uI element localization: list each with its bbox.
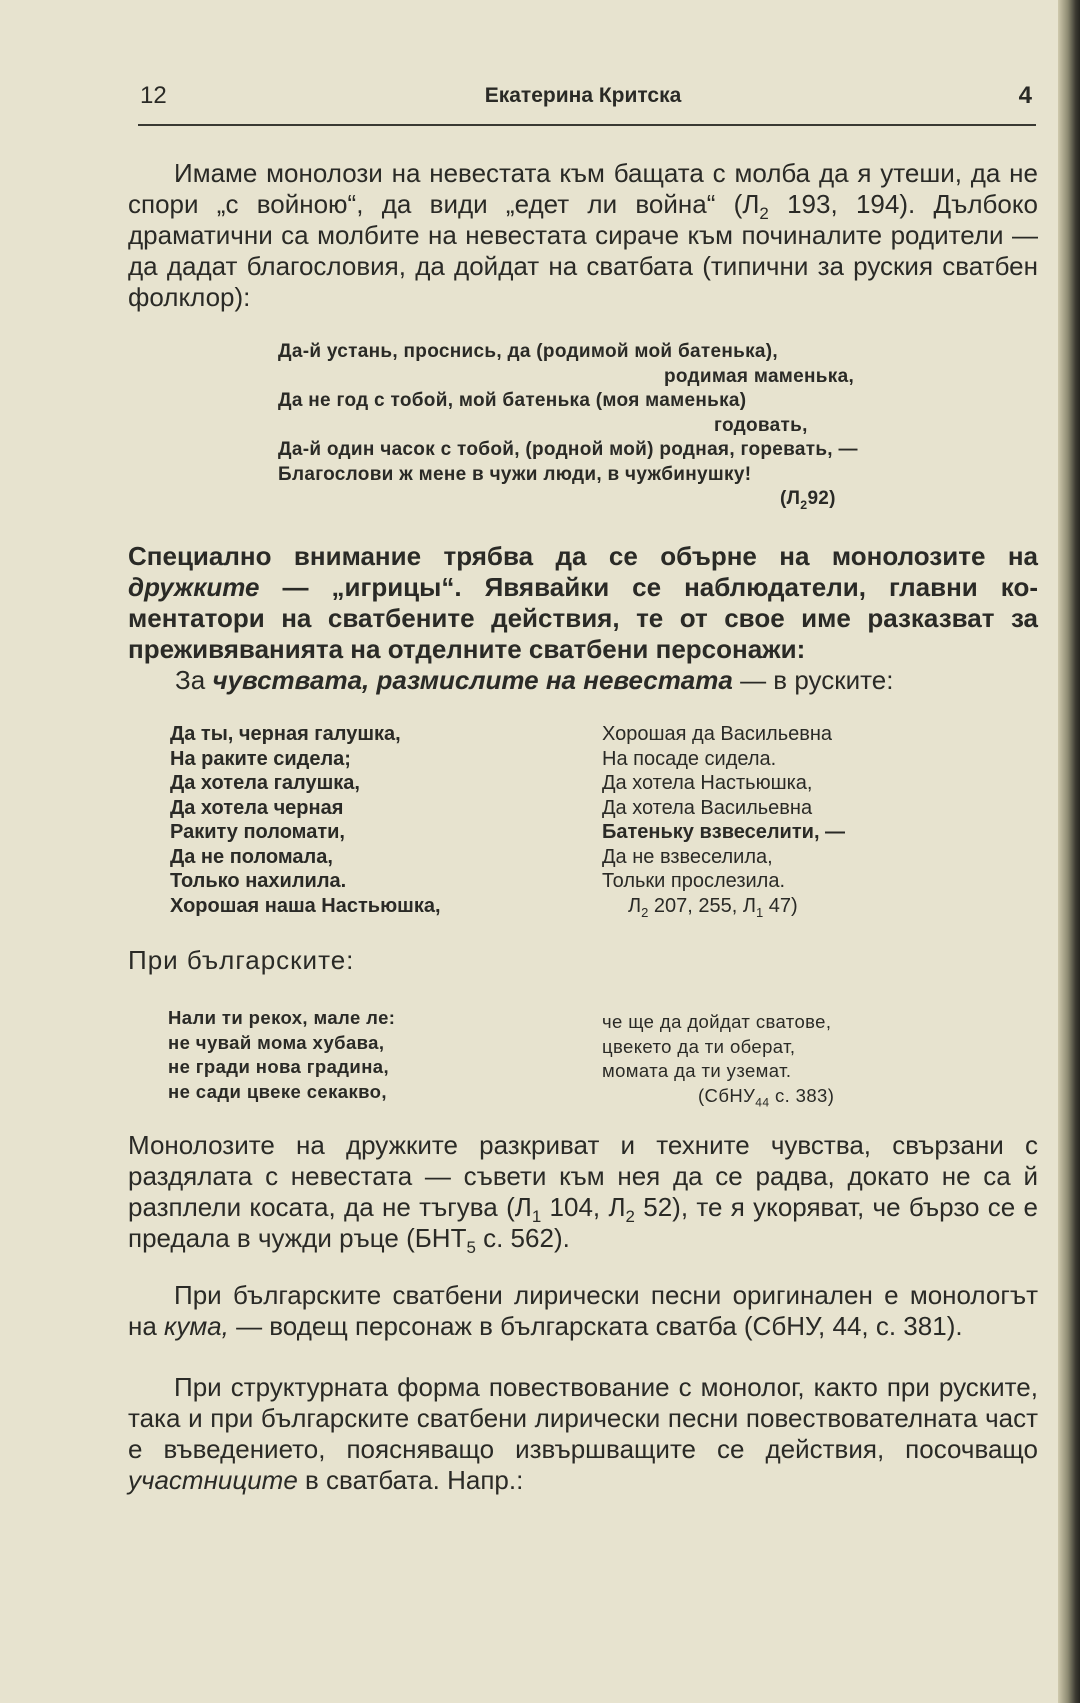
poem-line: Да хотела Васильевна bbox=[602, 796, 813, 819]
page-number: 12 bbox=[140, 82, 167, 109]
poem-line: Да не поломала, bbox=[170, 845, 333, 868]
poem-source-sub: 44 bbox=[755, 1095, 770, 1110]
poem-line: Да ты, черная галушка, bbox=[170, 723, 401, 745]
poem-russian-2-left bbox=[170, 722, 441, 918]
paragraph-4: При българските: bbox=[128, 945, 355, 975]
paragraph-2-italic: дружките bbox=[128, 572, 260, 602]
poem-line: че ще да дойдат сватове, bbox=[602, 1011, 832, 1032]
paragraph-7 bbox=[128, 1372, 1038, 1496]
poem-line: цвекето да ти оберат, bbox=[602, 1035, 796, 1057]
poem-line: не чувай мома хубава, bbox=[168, 1031, 385, 1053]
running-header bbox=[128, 78, 1038, 114]
paragraph-3-text-a: За bbox=[175, 665, 213, 695]
page-edge-shadow bbox=[1058, 0, 1080, 1703]
poem-russian-2-right bbox=[602, 722, 845, 918]
paragraph-6 bbox=[128, 1280, 1038, 1342]
poem-line: Да не год с тобой, мой батенька (моя маменька) bbox=[278, 390, 747, 411]
poem-source bbox=[278, 487, 858, 512]
poem-bulgarian-left bbox=[168, 1006, 395, 1104]
paragraph-6-italic: кума, bbox=[164, 1311, 229, 1341]
poem-source bbox=[602, 894, 845, 919]
poem-line: Батеньку взвеселити, — bbox=[602, 821, 846, 843]
poem-source-a: Л bbox=[628, 894, 642, 917]
poem-bulgarian-right bbox=[602, 1010, 834, 1108]
paragraph-5-text-b: 104, Л bbox=[541, 1192, 626, 1222]
paragraph-6-text-a: При българските сватбени лирически песни оригинален е монологът на bbox=[128, 1280, 1038, 1341]
poem-line: годовать, bbox=[714, 414, 808, 436]
signature-mark: 4 bbox=[1018, 82, 1032, 109]
poem-russian-1 bbox=[278, 340, 858, 512]
poem-line: Благослови ж мене в чужи люди, в чужбинушку! bbox=[278, 463, 752, 485]
paragraph-7-italic: участниците bbox=[128, 1465, 298, 1495]
poem-line: родимая маменька, bbox=[664, 365, 855, 387]
paragraph-2-text-a: Специално внимание трябва да се обърне на монолозите на bbox=[128, 541, 1038, 571]
header-rule bbox=[138, 124, 1036, 126]
poem-line: Ракиту поломати, bbox=[170, 821, 345, 843]
poem-line: Да хотела Настьюшка, bbox=[602, 772, 813, 794]
poem-line: Только нахилила. bbox=[170, 870, 347, 892]
poem-line: Да-й один часок с тобой, (родной мой) родная, горевать, — bbox=[278, 439, 858, 460]
poem-line: Да не взвеселила, bbox=[602, 845, 773, 868]
running-title: Екатерина Критска bbox=[484, 84, 682, 107]
poem-source-sub-a: 2 bbox=[641, 904, 649, 920]
poem-source-sub: 2 bbox=[800, 497, 808, 512]
poem-source-c: 47) bbox=[763, 894, 798, 917]
poem-line: не сади цвеке секакво, bbox=[168, 1080, 387, 1102]
paragraph-5-text-a: Монолозите на дружките разкриват и техните чувства, свързани с раздялата с невестата — съвети към нея да се радва, докато не са й разплели косата, да не тъгува (Л bbox=[128, 1130, 1038, 1222]
poem-source-b: 207, 255, Л bbox=[648, 894, 757, 917]
paragraph-5-text-c: 52), те я укоряват, че бързо се е предала в чужди ръце (БНТ bbox=[128, 1192, 1038, 1253]
paragraph-5-sub-c: 5 bbox=[466, 1238, 476, 1258]
paragraph-7-text-a: При структурната форма повествование с монолог, както при руските, така и при българските сватбени лирически песни повествователната част е въведението, поясняващо извършващите се действия, посочващо bbox=[128, 1372, 1038, 1464]
poem-line: Да хотела черная bbox=[170, 796, 344, 819]
poem-line: Да-й устань, проснись, да (родимой мой батенька), bbox=[278, 341, 778, 362]
paragraph-1-sub-a: 2 bbox=[759, 204, 769, 224]
poem-line: Хорошая да Васильевна bbox=[602, 723, 833, 745]
paragraph-7-text-b: в сватбата. Напр.: bbox=[297, 1465, 524, 1495]
paragraph-5 bbox=[128, 1130, 1038, 1258]
poem-source-b: 92) bbox=[807, 488, 836, 509]
poem-line: На раките сидела; bbox=[170, 747, 351, 770]
poem-source-a: (СбНУ bbox=[698, 1084, 756, 1106]
poem-source-b: с. 383) bbox=[769, 1084, 835, 1106]
paragraph-5-sub-a: 1 bbox=[531, 1207, 542, 1227]
poem-line: Хорошая наша Настьюшка, bbox=[170, 894, 441, 917]
poem-source-sub-b: 1 bbox=[756, 904, 764, 920]
paragraph-3-italic: чувствата, размислите на невестата bbox=[212, 665, 733, 695]
paragraph-2 bbox=[128, 541, 1038, 665]
paragraph-3 bbox=[128, 665, 1038, 696]
paragraph-3-text-b: — в руските: bbox=[732, 665, 894, 695]
poem-line: не гради нова градина, bbox=[168, 1056, 389, 1077]
paragraph-6-text-b: — водещ персонаж в българската сватба (СбНУ, 44, с. 381). bbox=[228, 1311, 963, 1341]
paragraph-5-sub-b: 2 bbox=[625, 1207, 635, 1227]
poem-line: Нали ти рекох, мале ле: bbox=[168, 1007, 396, 1028]
paragraph-1 bbox=[128, 158, 1038, 313]
paragraph-1-text-a: Имаме монолози на невестата към бащата с молба да я утеши, да не спори „с войною“, да види „едет ли война“ (Л bbox=[128, 158, 1038, 219]
poem-source-a: (Л bbox=[780, 488, 801, 509]
poem-source bbox=[602, 1084, 834, 1109]
paragraph-1-text-b: 193, 194). Дълбоко драматични са молбите на невестата сираче към починалите родители — да дадат благословия, да дойдат на сватбата (типични за руския сватбен фолклор): bbox=[128, 189, 1039, 312]
poem-line: Тольки прослезила. bbox=[602, 870, 786, 892]
paragraph-5-text-d: с. 562). bbox=[475, 1223, 570, 1253]
paragraph-2-text-b: — „игрицы“. Явявайки се наблюдатели, главни коментатори на сватбените действия, те от свое име разказват за преживяванията на отделните сватбени персонажи: bbox=[128, 572, 1038, 664]
poem-line: На посаде сидела. bbox=[602, 747, 777, 770]
poem-line: момата да ти уземат. bbox=[602, 1060, 792, 1081]
poem-line: Да хотела галушка, bbox=[170, 772, 360, 794]
